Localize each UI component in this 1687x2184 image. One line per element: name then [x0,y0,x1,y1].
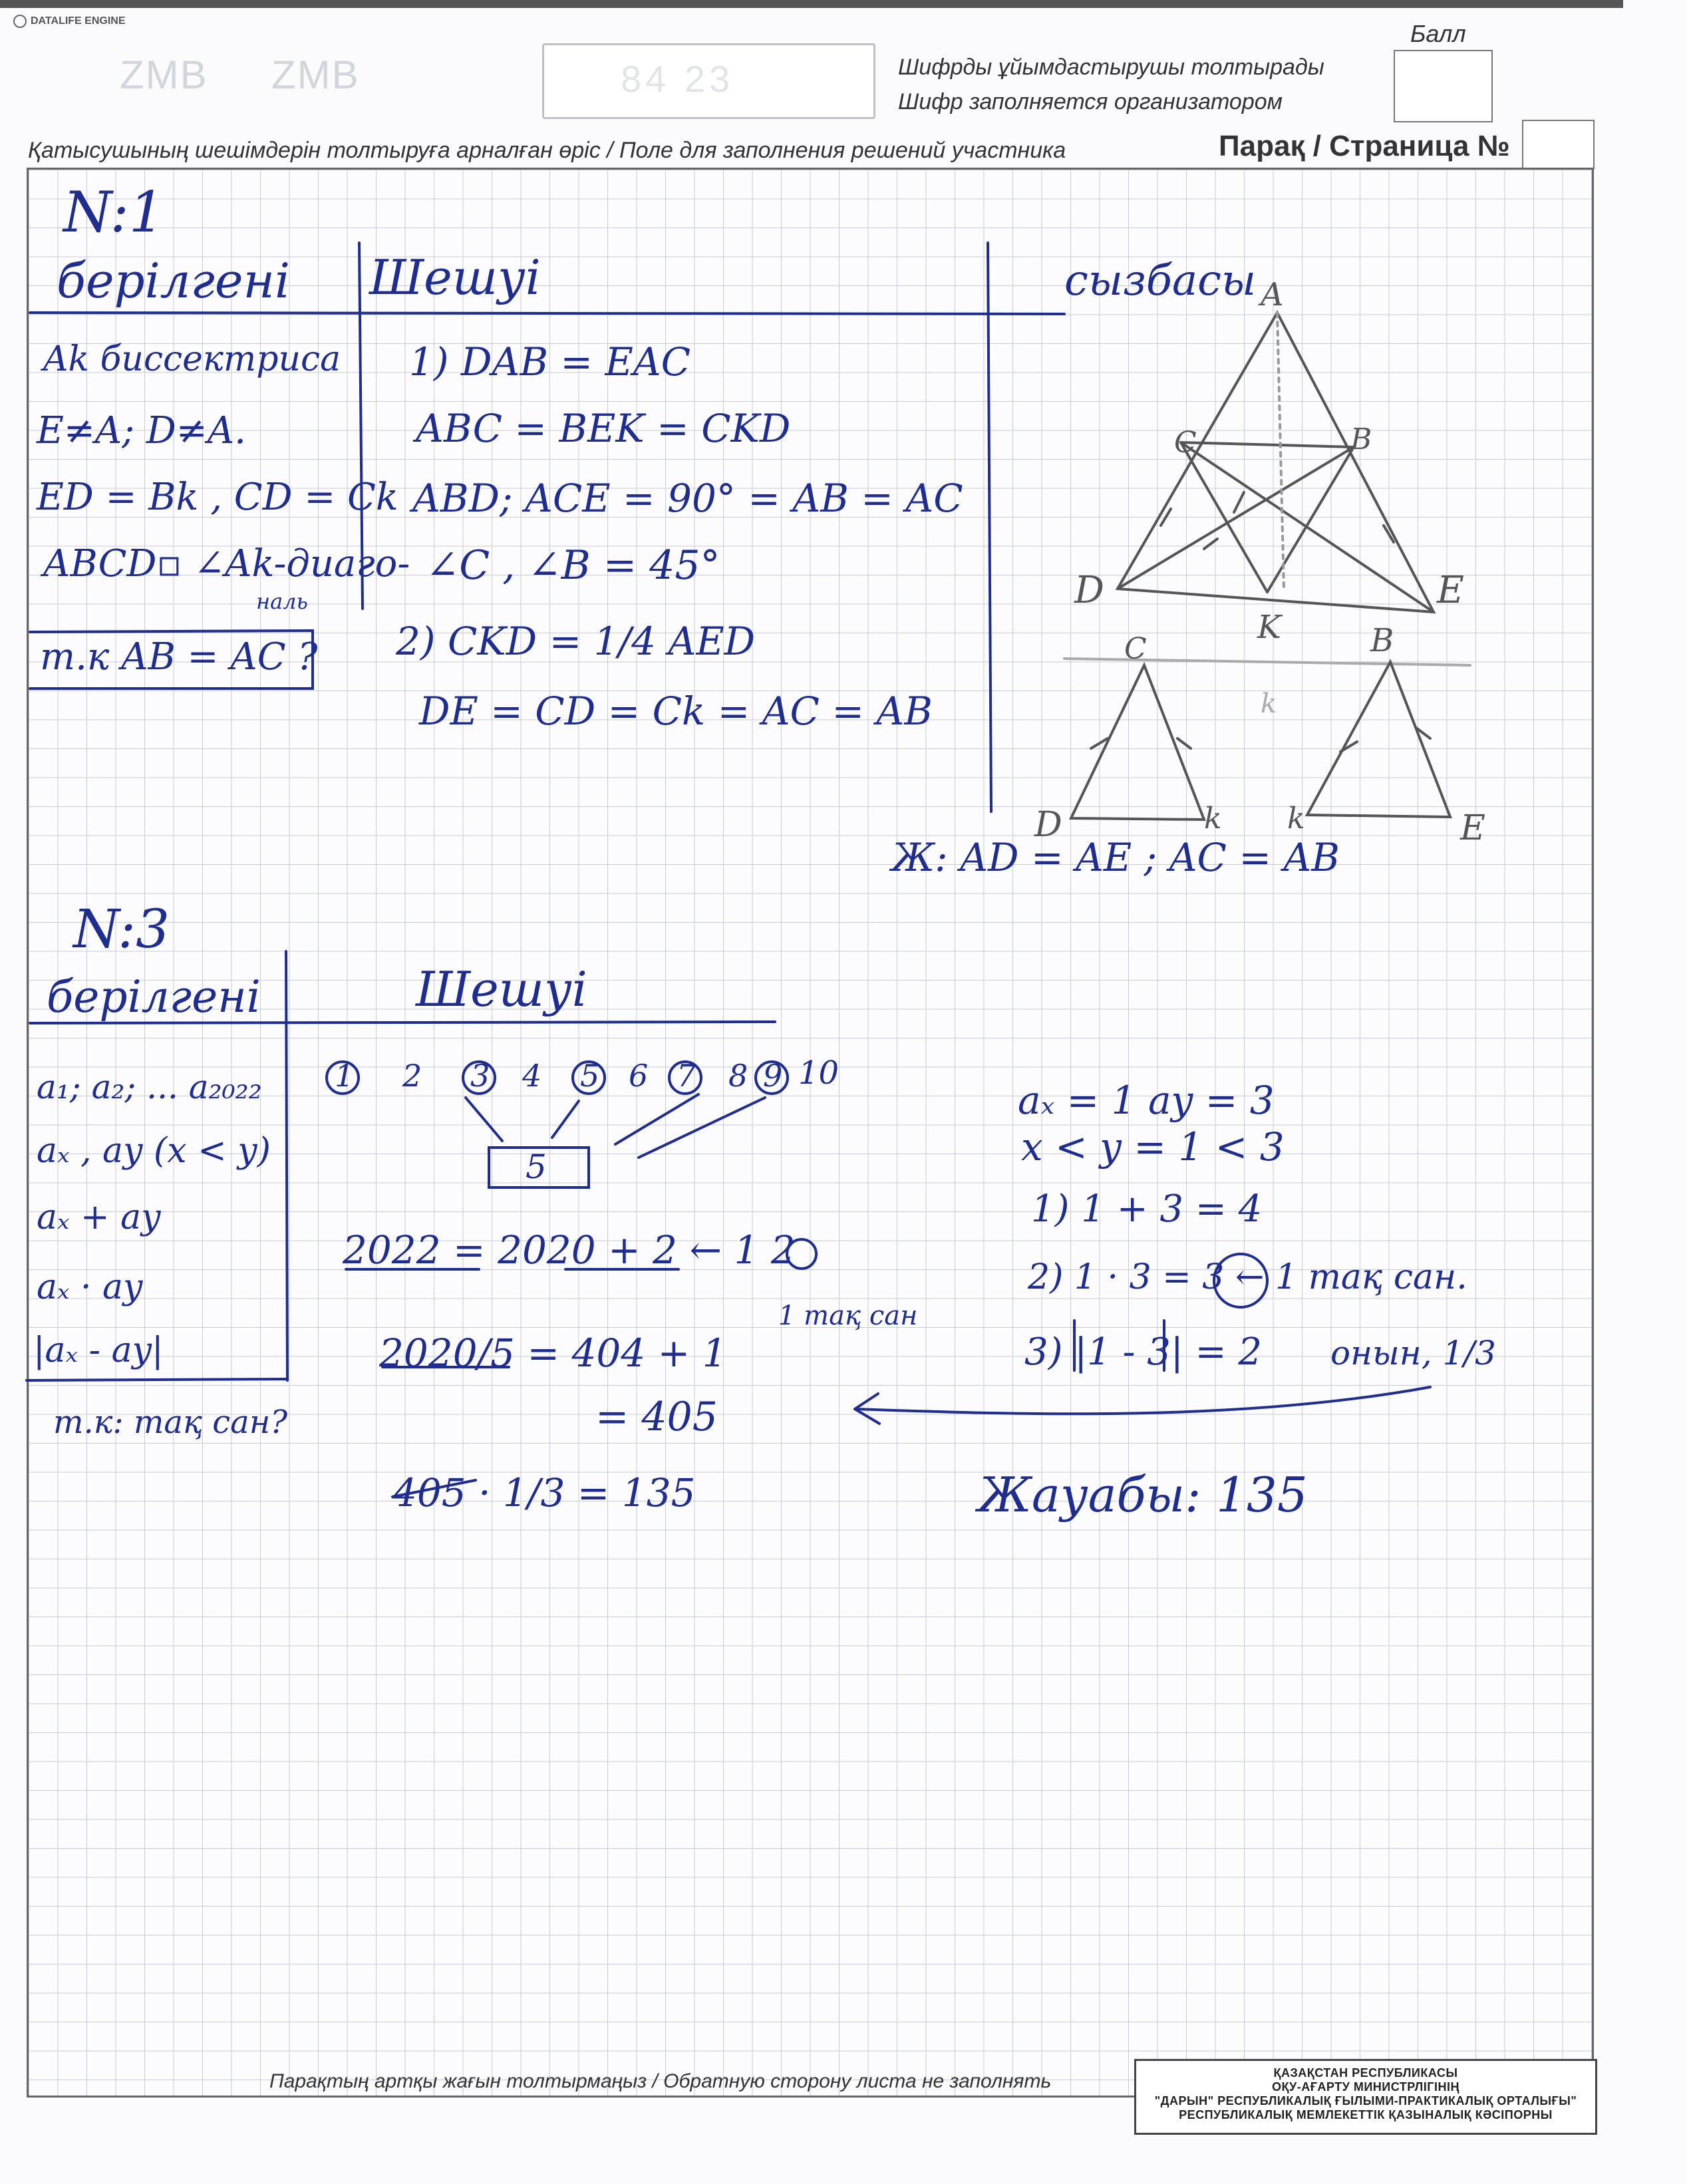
score-label: Балл [1410,20,1466,47]
p1-solution-line: ABC = BEK = CKD [416,406,791,451]
p3-right-line: aₓ = 1 ay = 3 [1018,1078,1275,1123]
seq-item: 4 [522,1058,542,1094]
label-K: K [1257,609,1281,646]
p1-solution-line: 1) DAB = EAC [409,339,691,385]
p3-calc-line: 1 тақ сан [778,1301,918,1331]
footer-note: Парақтың артқы жағын толтырмаңыз / Обратную сторону листа не заполнять [269,2070,1052,2092]
watermark-right: ZMB [271,53,360,97]
p3-number: N:3 [73,898,170,960]
org-line: ҚАЗАҚСТАН РЕСПУБЛИКАСЫ [1273,2066,1458,2080]
p1-solution-line: ∠C , ∠B = 45° [426,542,720,589]
label-k1: k [1204,802,1222,836]
label-B2: B [1370,622,1394,659]
p1-drawing-title: сызбасы [1064,256,1257,305]
label-E: E [1437,569,1464,612]
label-k3: k [1261,689,1277,719]
p3-column-divider [286,951,287,1380]
p1-drawing-divider [988,243,991,812]
group-box-value: 5 [526,1148,547,1186]
label-E2: E [1460,808,1485,848]
seq-item: 3 [470,1058,490,1094]
seq-item: 10 [798,1054,840,1092]
seq-item: 8 [728,1058,748,1094]
p1-given-line: Ak биссектриса [43,339,341,379]
p3-right-line: онын, 1/3 [1330,1334,1496,1372]
p3-calc-line: = 405 [595,1394,718,1440]
p3-given-line: aₓ , ay (x < y) [37,1131,271,1171]
field-label: Қатысушының шешімдерін толтыруға арналған өріс / Поле для заполнения решений участника [28,138,1066,163]
p1-solution-title: Шешуі [369,249,541,305]
p1-answer: Ж: AD = AE ; AC = AB [891,835,1340,880]
p3-given-title: берілгені [47,971,261,1022]
label-C2: C [1124,632,1147,666]
page-number-label: Парақ / Страница № [1219,130,1510,162]
arrow-line [855,1387,1430,1414]
p3-find: т.к: тақ сан? [53,1404,288,1441]
p1-find: т.к AB = AC ? [40,635,318,679]
p1-given-line: E≠A; D≠A. [37,409,246,452]
cipher-note-ru: Шифр заполняется организатором [898,89,1283,114]
label-D2: D [1034,805,1062,845]
p1-solution-line: DE = CD = Ck = AC = AB [419,689,933,734]
label-D: D [1074,569,1104,612]
seq-item: 2 [402,1058,422,1094]
seq-item: 7 [677,1058,696,1094]
p3-calc-line: 2022 = 2020 + 2 ← 1 2 [343,1227,796,1273]
p1-given-line: наль [256,589,308,614]
triangle-ADE [1118,313,1434,612]
label-B: B [1350,422,1372,456]
watermark-left: ZMB [120,53,208,97]
p1-given-title: берілгені [57,253,290,309]
triangle-BKE [1307,662,1450,817]
p3-given-line: a₁; a₂; ... a₂₀₂₂ [37,1068,262,1106]
p1-number: N:1 [63,180,165,245]
org-line: ОҚУ-АҒАРТУ МИНИСТРЛІГІНІҢ [1272,2080,1459,2094]
label-A: A [1261,276,1284,313]
p3-given-line: aₓ + ay [37,1197,161,1237]
cipher-stamp: 84 23 [621,58,734,100]
p3-right-line: 2) 1 · 3 = 3 ← 1 тақ сан. [1028,1257,1467,1297]
seq-item: 9 [763,1058,783,1094]
p1-solution-line: 2) CKD = 1/4 AED [396,619,756,664]
p1-solution-line: ABD; ACE = 90° = AB = AC [412,476,963,521]
org-line: "ДАРЫН" РЕСПУБЛИКАЛЫҚ ҒЫЛЫМИ-ПРАКТИКАЛЫҚ ОРТАЛЫҒЫ" [1154,2094,1577,2107]
p3-given-line: aₓ · ay [37,1267,143,1307]
p1-given-line: ED = Bk , CD = Ck [37,476,398,519]
p1-drawing [1064,313,1470,820]
seq-item: 1 [335,1058,355,1094]
p3-right-line: 1) 1 + 3 = 4 [1031,1187,1263,1231]
label-C: C [1174,426,1197,460]
seq-item: 5 [580,1058,600,1094]
organization-stamp [1134,2059,1597,2135]
p3-right-line: x < y = 1 < 3 [1021,1124,1285,1170]
cipher-note-kz: Шифрды ұйымдастырушы толтырады [898,55,1324,80]
p3-given-bottom [27,1379,286,1380]
p1-header-line [30,313,1064,314]
p3-given-line: |aₓ - ay| [33,1330,164,1370]
p1-given-line: ABCD▫ ∠Ak-диаго- [43,542,410,585]
org-line: РЕСПУБЛИКАЛЫҚ МЕМЛЕКЕТТІК ҚАЗЫНАЛЫҚ КӘСІПОРНЫ [1179,2108,1553,2121]
p3-answer: Жауабы: 135 [978,1467,1308,1523]
p3-solution-title: Шешуі [416,961,587,1017]
p3-right-line: 3) |1 - 3| = 2 [1024,1330,1262,1374]
seq-item: 6 [629,1058,649,1094]
label-k2: k [1287,802,1305,836]
p3-calc-line: 405 · 1/3 = 135 [392,1470,696,1515]
p3-calc-line: 2020/5 = 404 + 1 [379,1330,727,1376]
dle-brand-text: DATALIFE ENGINE [31,15,126,27]
